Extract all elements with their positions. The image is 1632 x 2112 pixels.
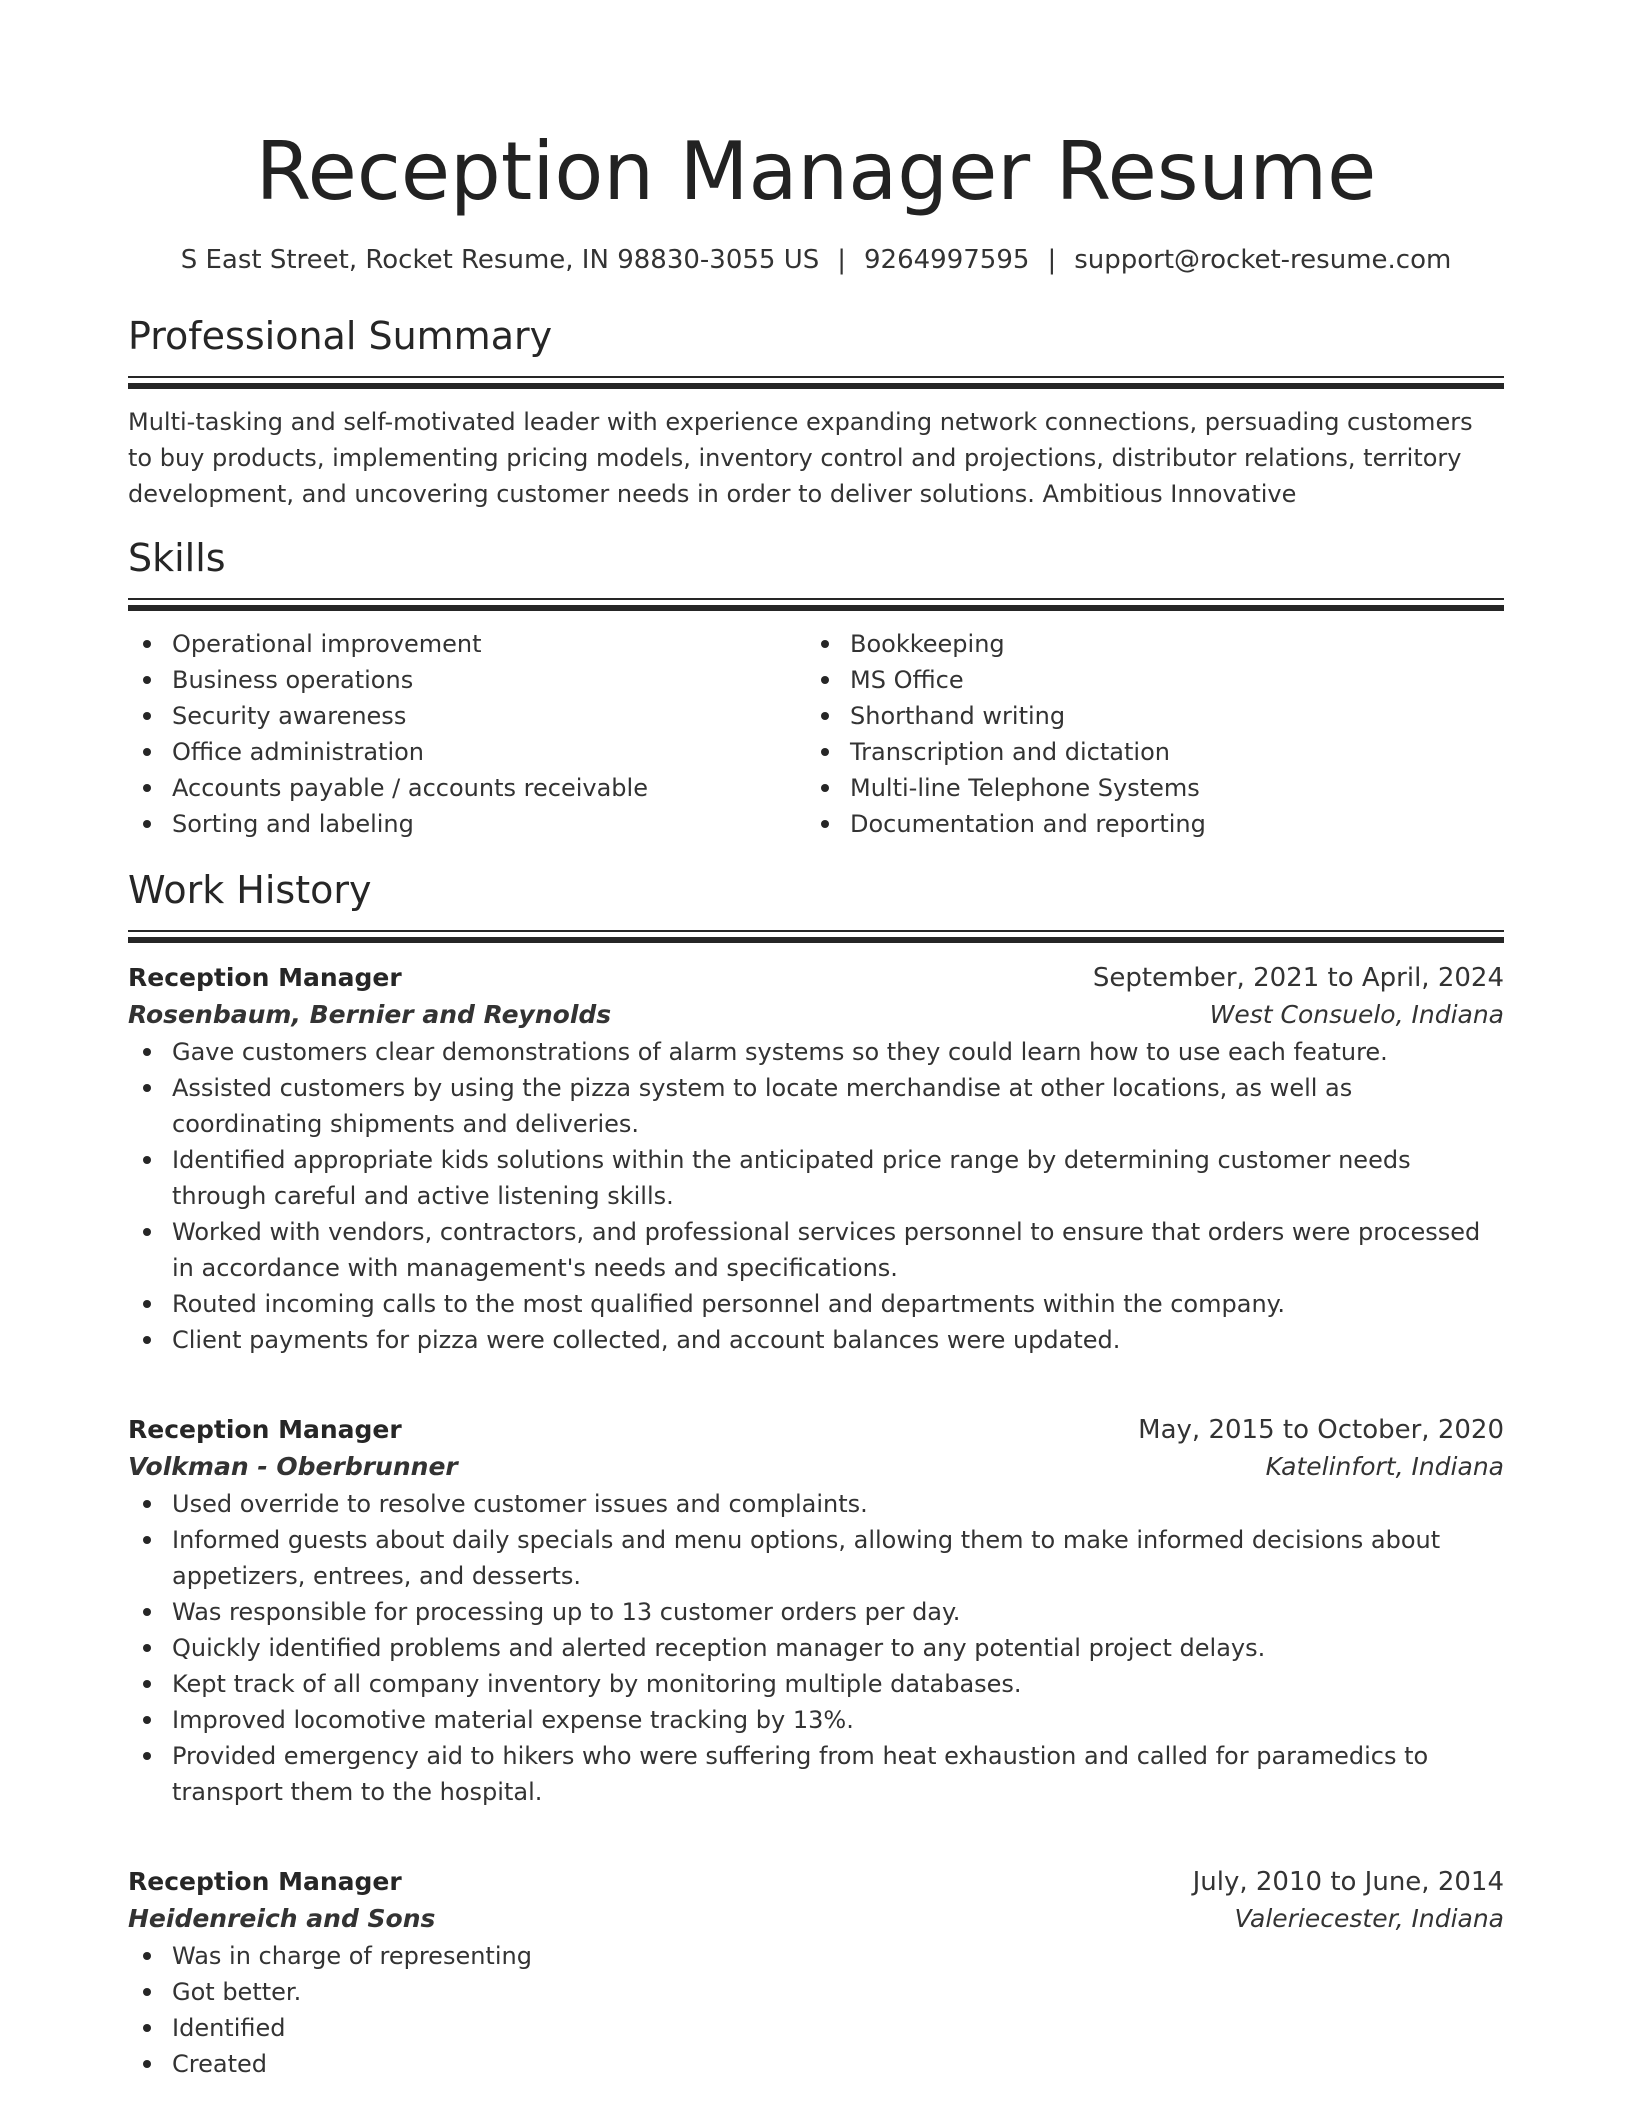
skill-item: Operational improvement [172,626,788,662]
skills-right-column [806,626,1466,842]
skill-item: Office administration [172,734,788,770]
job-duty: Kept track of all company inventory by monitoring multiple databases. [172,1666,1504,1702]
job-company: Volkman - Oberbrunner [128,1452,458,1481]
job-duty: Was in charge of representing [172,1938,1504,1974]
page-title: Reception Manager Resume [255,125,1377,218]
skills-section [128,534,1504,838]
skills-columns [128,626,1504,846]
job-duty: Used override to resolve customer issues and complaints. [172,1486,1504,1522]
contact-email: support@rocket-resume.com [1074,245,1452,275]
job-title: Reception Manager [128,963,402,992]
skill-item: Accounts payable / accounts receivable [172,770,788,806]
summary-section [128,312,1504,508]
section-rule-thin [128,598,1504,600]
job-company-row [128,996,1504,1034]
contact-separator: | [1047,245,1057,275]
skills-left-column [128,626,788,842]
skills-heading: Skills [128,536,226,580]
skill-item: Transcription and dictation [850,734,1466,770]
job-duty: Got better. [172,1974,1504,2010]
job-company-row [128,1900,1504,1938]
skill-item: Multi-line Telephone Systems [850,770,1466,806]
job-duties-list [128,1486,1504,1810]
job-duty: Routed incoming calls to the most qualified personnel and departments within the company. [172,1286,1504,1322]
job-duty: Gave customers clear demonstrations of alarm systems so they could learn how to use each feature. [172,1034,1504,1070]
job-dates: July, 2010 to June, 2014 [1192,1867,1504,1897]
job-duties-list [128,1034,1504,1358]
job-duty: Informed guests about daily specials and menu options, allowing them to make informed decisions about appetizers, entrees, and desserts. [172,1522,1504,1594]
job-location: West Consuelo, Indiana [1209,1000,1504,1029]
job-header-row [128,1864,1504,1900]
job-company-row [128,1448,1504,1486]
section-rule-thick [128,383,1504,389]
job-location: Valeriecester, Indiana [1234,1904,1504,1933]
skill-item: Documentation and reporting [850,806,1466,842]
work-history-section [128,866,1504,2078]
job-duty: Assisted customers by using the pizza system to locate merchandise at other locations, as well as coordinating shipments and deliveries. [172,1070,1504,1142]
job-duty: Client payments for pizza were collected, and account balances were updated. [172,1322,1504,1358]
job-company: Rosenbaum, Bernier and Reynolds [128,1000,612,1029]
job-header-row [128,1412,1504,1448]
job-duty: Worked with vendors, contractors, and professional services personnel to ensure that orders were processed in accordance with management's needs and specifications. [172,1214,1504,1286]
job-duty: Provided emergency aid to hikers who were suffering from heat exhaustion and called for paramedics to transport them to the hospital. [172,1738,1504,1810]
skill-item: Security awareness [172,698,788,734]
section-rule-thick [128,937,1504,943]
job-entry [128,1412,1504,1810]
skills-right-list [806,626,1466,842]
skill-item: Business operations [172,662,788,698]
job-duty: Quickly identified problems and alerted reception manager to any potential project delays. [172,1630,1504,1666]
work-history-heading: Work History [128,868,372,912]
skill-item: Sorting and labeling [172,806,788,842]
job-entry [128,1864,1504,2082]
contact-address: S East Street, Rocket Resume, IN 98830-3055 US [180,245,820,275]
skill-item: Bookkeeping [850,626,1466,662]
resume-page [128,0,1504,2078]
job-location: Katelinfort, Indiana [1265,1452,1504,1481]
skill-item: MS Office [850,662,1466,698]
job-duty: Identified [172,2010,1504,2046]
skill-item: Shorthand writing [850,698,1466,734]
summary-heading: Professional Summary [128,314,553,358]
job-dates: May, 2015 to October, 2020 [1138,1415,1504,1445]
summary-text: Multi-tasking and self-motivated leader with experience expanding network connections, persuading customers to buy products, implementing pricing models, inventory control and projections, distributor relations, territory development, and uncovering customer needs in order to deliver solutions. Ambitious Innovative [128,408,1473,508]
job-duty: Was responsible for processing up to 13 customer orders per day. [172,1594,1504,1630]
job-duty: Identified appropriate kids solutions within the anticipated price range by determining customer needs through careful and active listening skills. [172,1142,1504,1214]
section-rule-thin [128,930,1504,932]
contact-separator: | [837,245,847,275]
section-rule-thin [128,376,1504,378]
job-title: Reception Manager [128,1867,402,1896]
contact-phone: 9264997595 [864,245,1030,275]
section-rule-thick [128,605,1504,611]
job-header-row [128,960,1504,996]
job-duty: Improved locomotive material expense tracking by 13%. [172,1702,1504,1738]
job-entry [128,960,1504,1358]
contact-line [128,242,1504,278]
job-dates: September, 2021 to April, 2024 [1092,963,1504,993]
skills-left-list [128,626,788,842]
job-company: Heidenreich and Sons [128,1904,436,1933]
job-duties-list [128,1938,1504,2082]
job-title: Reception Manager [128,1415,402,1444]
job-duty: Created [172,2046,1504,2082]
